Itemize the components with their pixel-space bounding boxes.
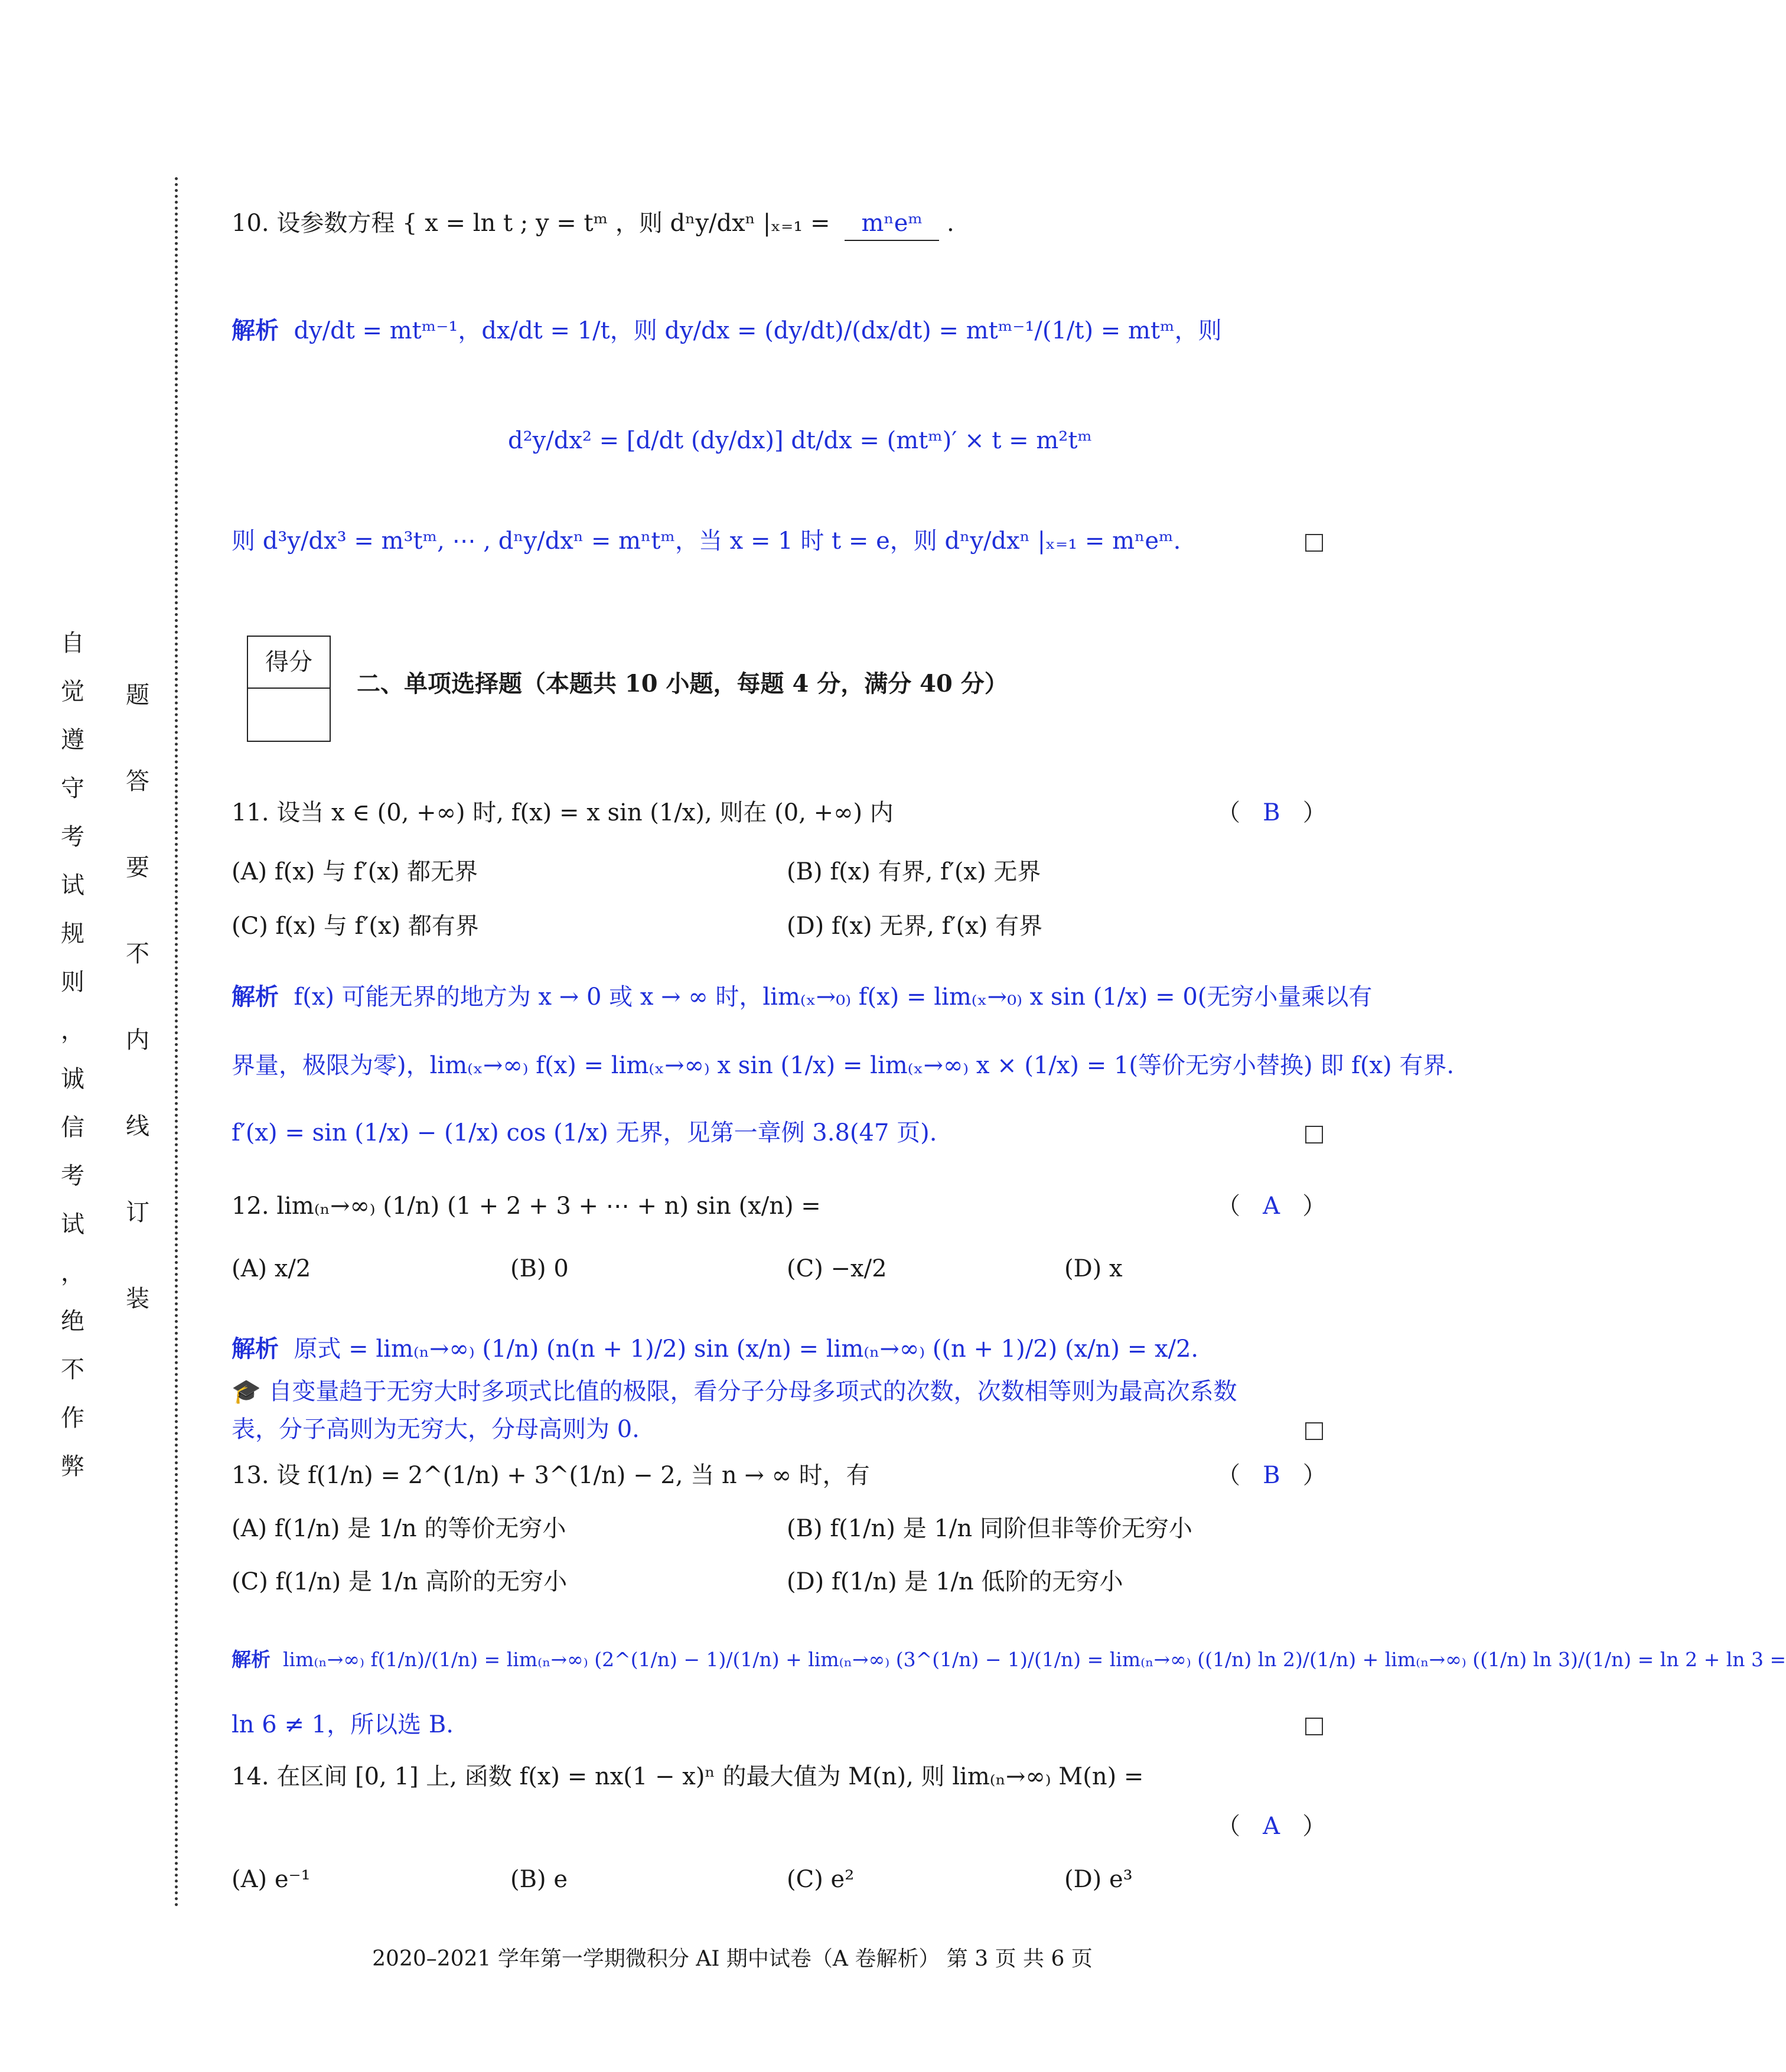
q12-option-d: (D) x [1064,1255,1123,1282]
margin-char: 订 [126,1199,149,1226]
section-title: 二、单项选择题（本题共 10 小题，每题 4 分，满分 40 分） [357,670,1008,698]
margin-char: 题 [126,682,149,709]
q12-tip-line-2: 表，分子高则为无穷大，分母高则为 0. [232,1416,640,1443]
margin-char: 规 [61,920,84,947]
q14-stem: 14. 在区间 [0, 1] 上, 函数 f(x) = nx(1 − x)ⁿ 的最大值为 M(n), 则 lim₍ₙ→∞₎ M(n) = [232,1763,1144,1790]
q13-solution-line-1: 解析 lim₍ₙ→∞₎ f(1/n)/(1/n) = lim₍ₙ→∞₎ (2^(1/n) − 1)/(1/n) + lim₍ₙ→∞₎ (3^(1/n) − 1)/(1/n) = lim₍ₙ→∞₎ ((1/n) ln 2)/(1/n) + lim₍ₙ→∞₎ ((1/n) ln 3)/(1/n) = ln 2 + ln 3 = [232,1648,1786,1671]
margin-char: 绝 [61,1308,84,1335]
margin-char: 试 [61,872,84,899]
margin-char: 觉 [61,678,84,705]
margin-char: 线 [126,1113,149,1140]
q13-answer-slot: （ B ） [1217,1462,1327,1489]
qed-square-icon [1305,1126,1323,1143]
q13-option-c: (C) f(1/n) 是 1/n 高阶的无穷小 [232,1568,568,1595]
page-footer: 2020–2021 学年第一学期微积分 AI 期中试卷（A 卷解析） 第 3 页 共 6 页 [372,1947,1093,1971]
solution-label: 解析 [232,1648,270,1671]
margin-char: 信 [61,1114,84,1141]
margin-char: 要 [126,854,149,881]
margin-char: 自 [61,630,84,657]
margin-char: 遵 [61,726,84,754]
margin-char: 内 [126,1027,149,1054]
q11-option-d: (D) f(x) 无界, f′(x) 有界 [787,913,1043,940]
q11-option-b: (B) f(x) 有界, f′(x) 无界 [787,858,1041,885]
q12-solution: 解析 原式 = lim₍ₙ→∞₎ (1/n) (n(n + 1)/2) sin (x/n) = lim₍ₙ→∞₎ ((n + 1)/2) (x/n) = x/2. [232,1335,1199,1363]
q11-solution-line-1: 解析 f(x) 可能无界的地方为 x → 0 或 x → ∞ 时，lim₍ₓ→₀₎ f(x) = lim₍ₓ→₀₎ x sin (1/x) = 0(无穷小量乘以有 [232,983,1373,1011]
margin-honesty-column [58,619,87,1491]
q10-solution-line-1: 解析 dy/dt = mtᵐ⁻¹，dx/dt = 1/t，则 dy/dx = (dy/dt)/(dx/dt) = mtᵐ⁻¹/(1/t) = mtᵐ，则 [232,317,1222,344]
q13-stem: 13. 设 f(1/n) = 2^(1/n) + 3^(1/n) − 2, 当 n → ∞ 时，有 [232,1462,870,1489]
q11-option-a: (A) f(x) 与 f′(x) 都无界 [232,858,478,885]
margin-char: 诚 [61,1066,84,1093]
margin-char: 装 [126,1285,149,1312]
margin-char: 弊 [61,1453,84,1480]
margin-char: 作 [61,1405,84,1432]
q14-option-c: (C) e² [787,1866,855,1893]
q10-answer: mⁿeᵐ [845,207,939,241]
q12-tip-line-1: 🎓 自变量趋于无穷大时多项式比值的极限，看分子分母多项式的次数，次数相等则为最高次系数 [232,1378,1237,1405]
q10-solution-line-3: 则 d³y/dx³ = m³tᵐ, ⋯ , dⁿy/dxⁿ = mⁿtᵐ，当 x = 1 时 t = e，则 dⁿy/dxⁿ |ₓ₌₁ = mⁿeᵐ. [232,527,1181,555]
margin-char: 守 [61,775,84,802]
qed-square-icon [1305,1422,1323,1440]
q11-answer-slot: （ B ） [1217,799,1327,826]
margin-char: 考 [61,823,84,851]
q11-solution-line-2: 界量，极限为零)，lim₍ₓ→∞₎ f(x) = lim₍ₓ→∞₎ x sin (1/x) = lim₍ₓ→∞₎ x × (1/x) = 1(等价无穷小替换) 即 f(x) 有界. [232,1052,1455,1079]
q13-option-a: (A) f(1/n) 是 1/n 的等价无穷小 [232,1515,566,1542]
q12-option-b: (B) 0 [510,1255,569,1282]
binding-dotted-line [175,177,178,1908]
qed-square-icon [1305,1718,1323,1735]
q12-answer-slot: （ A ） [1217,1193,1327,1220]
margin-char: 考 [61,1162,84,1190]
q14-option-b: (B) e [510,1866,568,1893]
margin-char: 不 [126,940,149,967]
margin-char: 则 [61,969,84,996]
q11-solution-line-3: f′(x) = sin (1/x) − (1/x) cos (1/x) 无界，见第一章例 3.8(47 页). [232,1119,937,1146]
q14-option-a: (A) e⁻¹ [232,1866,311,1893]
q13-option-d: (D) f(1/n) 是 1/n 低阶的无穷小 [787,1568,1123,1595]
q11-option-c: (C) f(x) 与 f′(x) 都有界 [232,913,479,940]
solution-label: 解析 [232,1335,279,1363]
q12-stem: 12. lim₍ₙ→∞₎ (1/n) (1 + 2 + 3 + ⋯ + n) sin (x/n) = [232,1193,821,1220]
solution-label: 解析 [232,317,279,344]
margin-char: 答 [126,768,149,795]
q12-option-a: (A) x/2 [232,1255,311,1282]
q11-stem: 11. 设当 x ∈ (0, +∞) 时, f(x) = x sin (1/x), 则在 (0, +∞) 内 [232,799,894,826]
qed-square-icon [1305,534,1323,552]
q12-option-c: (C) −x/2 [787,1255,887,1282]
q13-option-b: (B) f(1/n) 是 1/n 同阶但非等价无穷小 [787,1515,1192,1542]
score-label: 得分 [248,637,330,689]
graduation-cap-icon: 🎓 [232,1378,261,1405]
score-box [247,636,331,742]
margin-char: 不 [61,1356,84,1383]
q10-stem: 10. 设参数方程 { x = ln t ; y = tᵐ ，则 dⁿy/dxⁿ |ₓ₌₁ = mⁿeᵐ . [232,207,954,241]
q14-answer-slot: （ A ） [1217,1813,1327,1840]
margin-char: ， [61,1017,84,1044]
margin-char: 试 [61,1211,84,1238]
q10-solution-line-2: d²y/dx² = [d/dt (dy/dx)] dt/dx = (mtᵐ)′ × t = m²tᵐ [508,427,1092,454]
solution-label: 解析 [232,983,279,1011]
q13-solution-line-2: ln 6 ≠ 1，所以选 B. [232,1711,454,1738]
q14-option-d: (D) e³ [1064,1866,1133,1893]
margin-binding-column [123,652,152,1342]
margin-char: ， [61,1259,84,1286]
